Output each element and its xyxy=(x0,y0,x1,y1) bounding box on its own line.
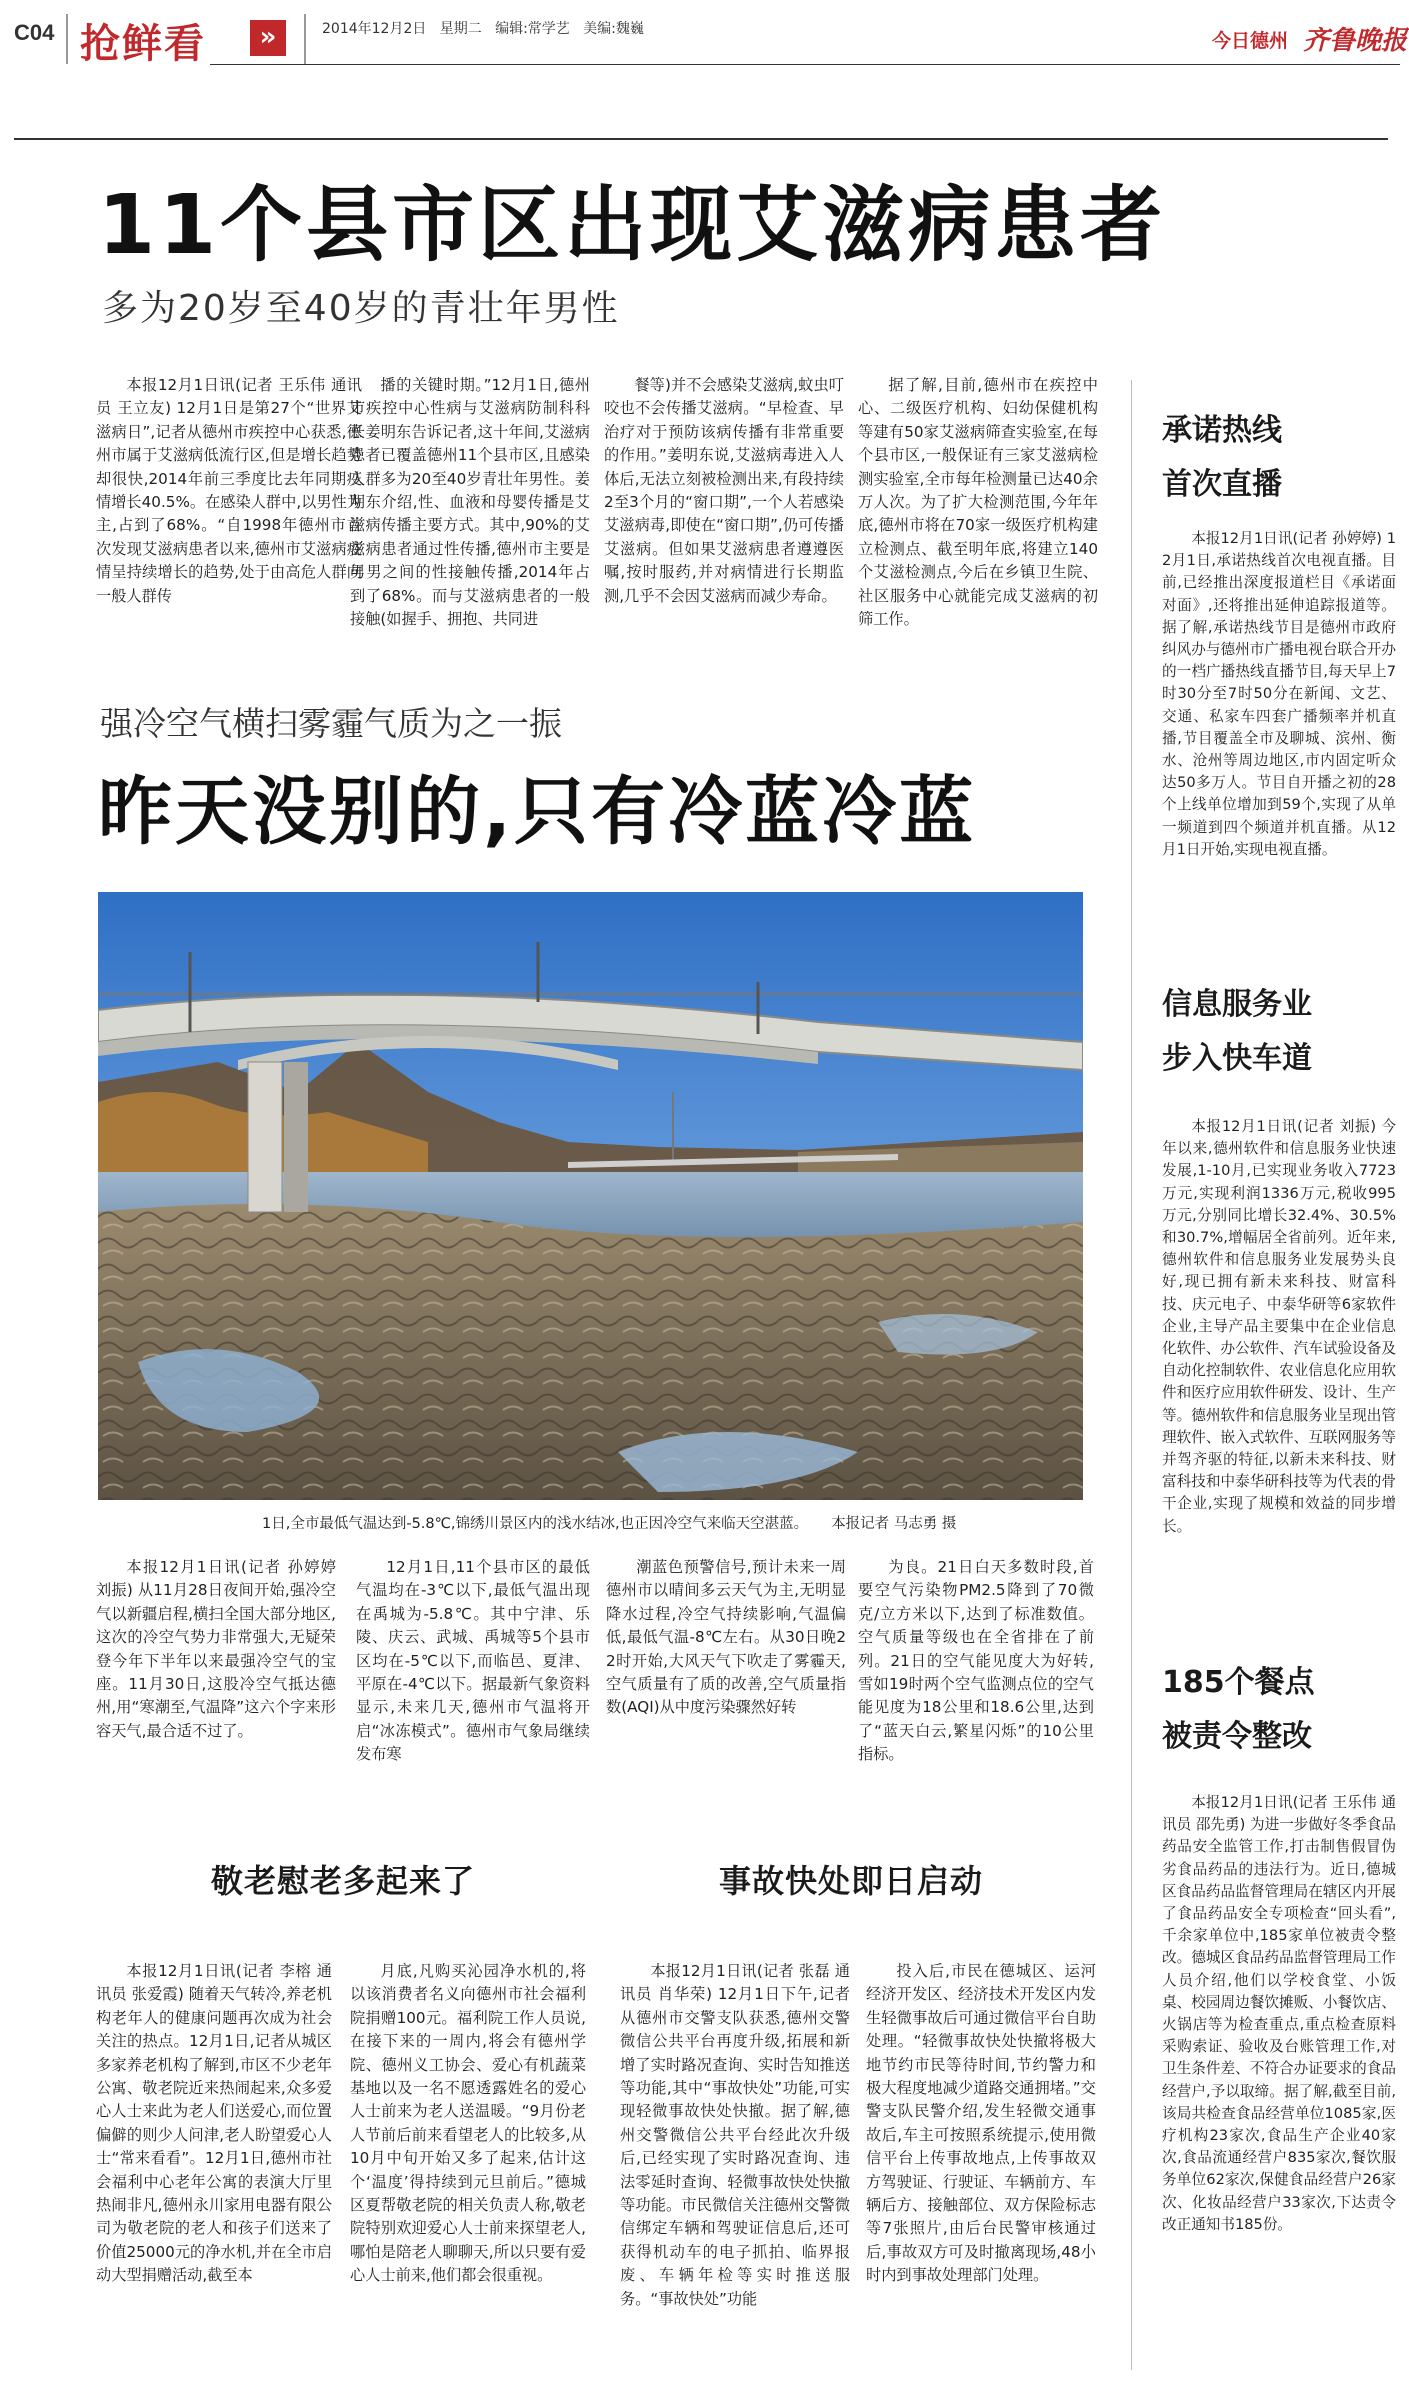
sidebar-brief2-body xyxy=(1162,1116,1396,1616)
issue-weekday: 星期二 xyxy=(439,21,482,37)
traffic-text-2: 投入后,市民在德城区、运河经济开发区、经济技术开发区内发生轻微事故后可通过微信平台自助处理。“轻微事故快处快撤将极大地节约市民等待时间,节约警力和极大程度地减少道路交通拥堵。”交警支队民警介绍,发生轻微交通事故后,车主可按照系统提示,使用微信平台上传事故地点,上传事故双方驾驶证、行驶证、车辆前方、车辆后方、接触部位、双方保险标志等7张照片,由后台民警审核通过后,事故双方可及时撤离现场,48小时内到事故处理部门处理。 xyxy=(866,1962,1096,2285)
weather-text-3: 潮蓝色预警信号,预计未来一周德州市以晴间多云天气为主,无明显降水过程,冷空气持续影响,气温偏低,最低气温-8℃左右。从30日晚22时开始,大风天气下吹走了雾霾天,空气质量有了质的改善,空气质量指数(AQI)从中度污染骤然好转 xyxy=(606,1558,846,1717)
bridge-pier-1-shade xyxy=(284,1062,308,1212)
brief2-head-line1: 信息服务业 xyxy=(1162,987,1312,1022)
elderly-text-2: 月底,凡购买沁园净水机的,将以该消费者名义向德州市社会福利院捐赠100元。福利院工作人员说,在接下来的一周内,将会有德州学院、德州义工协会、爱心有机蔬菜基地以及一名不愿透露姓名的爱心人士前来为老人送温暖。“9月份老人节前后前来看望老人的比较多,从10月中旬开始又多了起来,估计这个‘温度’得持续到元旦前后。”德城区夏帮敬老院的相关负责人称,敬老院特别欢迎爱心人士前来探望老人,哪怕是陪老人聊聊天,所以只要有爱心人士前来,他们都会很重视。 xyxy=(350,1962,586,2285)
lead-text-2: 播的关键时期。”12月1日,德州市疾控中心性病与艾滋病防制科科长姜明东告诉记者,这十年间,艾滋病患者已覆盖德州11个县市区,且感染人群多为20至40岁青壮年男性。姜明东介绍,性、血液和母婴传播是艾滋病传播主要方式。其中,90%的艾滋病患者通过性传播,德州市主要是男男之间的性接触传播,2014年占到了68%。而与艾滋病患者的一般接触(如握手、拥抱、共同进 xyxy=(350,376,590,629)
lead-text-1: 本报12月1日讯(记者 王乐伟 通讯员 王立友) 12月1日是第27个“世界艾滋病日”,记者从德州市疾控中心获悉,德州市属于艾滋病低流行区,但是增长趋势却很快,2014年前三季度比去年同期疫情增长40.5%。在感染人群中,以男性为主,占到了68%。“自1998年德州市首次发现艾滋病患者以来,德州市艾滋病疫情呈持续增长的趋势,处于由高危人群向一般人群传 xyxy=(96,376,362,605)
page-number: C04 xyxy=(14,20,55,45)
brief3-head-line1: 185个餐点 xyxy=(1162,1665,1315,1700)
section-arrow-icon: » xyxy=(250,20,286,56)
traffic-text-1: 本报12月1日讯(记者 张磊 通讯员 肖华荣) 12月1日下午,记者从德州市交警支队获悉,德州交警微信公共平台再度升级,拓展和新增了实时路况查询、实时告知推送等功能,其中“事故快处”功能,可实现轻微事故快处快撤。据了解,德州交警微信公共平台经此次升级后,已经实现了实时路况查询、违法零延时查询、轻微事故快处快撤等功能。市民微信关注德州交警微信绑定车辆和驾驶证信息后,还可获得机动车的电子抓拍、临界报废、车辆年检等实时推送服务。“事故快处”功能 xyxy=(620,1962,850,2308)
weather-column-1 xyxy=(96,1556,336,1778)
header-rule xyxy=(14,138,1388,140)
lead-text-4: 据了解,目前,德州市在疾控中心、二级医疗机构、妇幼保健机构等建有50家艾滋病筛查实验室,在每个县市区,一般保证有三家艾滋病检测实验室,全市每年检测量已达40余万人次。为了扩大检测范围,今年年底,德州市将在70家一级医疗机构建立检测点、截至明年底,将建立140个艾滋检测点,今后在乡镇卫生院、社区服务中心就能完成艾滋病的初筛工作。 xyxy=(858,376,1098,629)
traffic-column-2 xyxy=(866,1960,1096,2370)
photo-svg xyxy=(98,892,1083,1500)
sidebar-brief1-headline xyxy=(1162,404,1282,512)
lead-text-3: 餐等)并不会感染艾滋病,蚊虫叮咬也不会传播艾滋病。“早检查、早治疗对于预防该病传播有非常重要的作用。”姜明东说,艾滋病毒进入人体后,无法立刻被检测出来,有段持续2至3个月的“窗口期”,一个人若感染艾滋病毒,即使在“窗口期”,仍可传播艾滋病。但如果艾滋病患者遵遵医嘱,按时服药,并对病情进行长期监测,几乎不会因艾滋病而减少寿命。 xyxy=(604,376,844,605)
sidebar-divider xyxy=(1131,380,1132,2370)
brief3-text: 本报12月1日讯(记者 王乐伟 通讯员 邵先勇) 为进一步做好冬季食品药品安全监管工作,打击制售假冒伪劣食品药品的违法行为。近日,德城区食品药品监督管理局在辖区内开展了食品药品安全专项检查“回头看”,千余家单位中,185家单位被责令整改。德城区食品药品监督管理局工作人员介绍,他们以学校食堂、小饭桌、校园周边餐饮摊贩、小餐饮店、火锅店等为检查重点,重点检查原料采购索证、验收及台账管理工作,对卫生条件差、不符合办证要求的食品经营户,予以取缔。据了解,截至目前,该局共检查食品经营单位1085家,医疗机构23家次,食品生产企业40家次,食品流通经营户835家次,餐饮服务单位62家次,保健食品经营户26家次、化妆品经营户33家次,下达责令改正通知书185份。 xyxy=(1162,1794,1396,2233)
lead-column-4 xyxy=(858,374,1098,644)
header-meta xyxy=(322,18,644,38)
issue-date: 2014年12月2日 xyxy=(322,21,427,37)
lead-subheadline: 多为20岁至40岁的青壮年男性 xyxy=(102,288,620,329)
brief3-head-line2: 被责令整改 xyxy=(1162,1719,1312,1754)
caption-text: 1日,全市最低气温达到-5.8℃,锦绣川景区内的浅水结冰,也正因冷空气来临天空湛蓝。 xyxy=(262,1516,809,1532)
sidebar-brief3-body xyxy=(1162,1792,1396,2372)
lead-column-2 xyxy=(350,374,590,644)
editor-credit: 编辑:常学艺 xyxy=(495,21,570,37)
header-divider-left xyxy=(66,14,68,64)
weather-kicker: 强冷空气横扫雾霾气质为之一振 xyxy=(100,704,562,743)
elderly-headline: 敬老慰老多起来了 xyxy=(210,1862,475,1900)
traffic-headline: 事故快处即日启动 xyxy=(718,1862,983,1900)
weather-text-4: 为良。21日白天多数时段,首要空气污染物PM2.5降到了70微克/立方米以下,达到了标准数值。空气质量等级也在全省排在了前列。21日的空气能见度大为好转,雪如19时两个空气监测点位的空气能见度为18公里和18.6公里,达到了“蓝天白云,繁星闪烁”的10公里指标。 xyxy=(858,1558,1094,1764)
column-name: 今日德州 xyxy=(1212,30,1289,52)
lead-column-3 xyxy=(604,374,844,644)
weather-column-4 xyxy=(858,1556,1094,1778)
header-underline xyxy=(210,64,1400,65)
weather-text-1: 本报12月1日讯(记者 孙婷婷 刘振) 从11月28日夜间开始,强冷空气以新疆启程,横扫全国大部分地区,这次的冷空气势力非常强大,无疑荣登今年下半年以来最强冷空气的宝座。11月30日,这股冷空气抵达德州,用“寒潮至,气温降”这六个字来形容天气,最合适不过了。 xyxy=(96,1558,336,1740)
traffic-column-1 xyxy=(620,1960,850,2370)
brief1-head-line1: 承诺热线 xyxy=(1162,413,1282,448)
header-divider-mid xyxy=(304,14,306,64)
sidebar-brief1-body xyxy=(1162,528,1396,924)
bridge-pier-1 xyxy=(248,1062,282,1212)
caption-credit: 本报记者 马志勇 摄 xyxy=(831,1516,957,1532)
elderly-column-2 xyxy=(350,1960,586,2370)
brief1-text: 本报12月1日讯(记者 孙婷婷) 12月1日,承诺热线首次电视直播。目前,已经推出深度报道栏目《承诺面对面》,还将推出延伸追踪报道等。据了解,承诺热线节目是德州市政府纠风办与德州市广播电视台联合开办的一档广播热线直播节目,每天早上7时30分至7时50分在新闻、文艺、交通、私家车四套广播频率并机直播,节目覆盖全市及聊城、滨州、衡水、沧州等周边地区,市内固定听众达50多万人。节目自开播之初的28个上线单位增加到59个,实现了从单一频道到四个频道并机直播。从12月1日开始,实现电视直播。 xyxy=(1162,530,1396,858)
elderly-column-1 xyxy=(96,1960,332,2370)
river-bridge-photo xyxy=(98,892,1083,1500)
lead-headline: 11个县市区出现艾滋病患者 xyxy=(98,178,1167,273)
sidebar-brief2-headline xyxy=(1162,978,1312,1086)
weather-text-2: 12月1日,11个县市区的最低气温均在-3℃以下,最低气温出现在禹城为-5.8℃。其中宁津、乐陵、庆云、武城、禹城等5个县市区均在-5℃以下,而临邑、夏津、平原在-4℃以下。据最新气象资料显示,未来几天,德州市气温将开启“冰冻模式”。德州市气象局继续发布寒 xyxy=(356,1558,590,1764)
brief1-head-line2: 首次直播 xyxy=(1162,467,1282,502)
weather-column-2 xyxy=(356,1556,590,1778)
sidebar-brief3-headline xyxy=(1162,1656,1315,1764)
brief2-text: 本报12月1日讯(记者 刘振) 今年以来,德州软件和信息服务业快速发展,1-10月,已实现业务收入7723万元,实现利润1336万元,税收995万元,分别同比增长32.4%、30.5%和30.7%,增幅居全省前列。近年来,德州软件和信息服务业发展势头良好,现已拥有新未来科技、财富科技、庆元电子、中泰华研等6家软件企业,主导产品主要集中在企业信息化软件、办公软件、汽车试验设备及自动化控制软件、农业信息化应用软件和医疗应用软件研发、设计、生产等。德州软件和信息服务业呈现出管理软件、嵌入式软件、互联网服务等并驾齐驱的特征,以新未来科技、财富科技和中泰华研科技等为代表的骨干企业,实现了规模和效益的同步增长。 xyxy=(1162,1118,1396,1535)
lead-column-1 xyxy=(96,374,362,644)
designer-credit: 美编:魏巍 xyxy=(583,21,644,37)
photo-caption xyxy=(262,1512,1082,1536)
section-label: 抢鲜看 xyxy=(80,21,206,67)
weather-column-3 xyxy=(606,1556,846,1778)
paper-logo: 齐鲁晚报 xyxy=(1303,26,1408,56)
bridge-rail xyxy=(98,992,1083,996)
brief2-head-line2: 步入快车道 xyxy=(1162,1041,1312,1076)
weather-headline: 昨天没别的,只有冷蓝冷蓝 xyxy=(98,769,977,855)
elderly-text-1: 本报12月1日讯(记者 李榕 通讯员 张爱霞) 随着天气转冷,养老机构老年人的健康问题再次成为社会关注的热点。12月1日,记者从城区多家养老机构了解到,市区不少老年公寓、敬老院近来热闹起来,众多爱心人士来此为老人们送爱心,而位置偏僻的则少人问津,老人盼望爱心人士“常来看看”。12月1日,德州市社会福利中心老年公寓的表演大厅里热闹非凡,德州永川家用电器有限公司为敬老院的老人和孩子们送来了价值25000元的净水机,并在全市启动大型捐赠活动,截至本 xyxy=(96,1962,332,2285)
